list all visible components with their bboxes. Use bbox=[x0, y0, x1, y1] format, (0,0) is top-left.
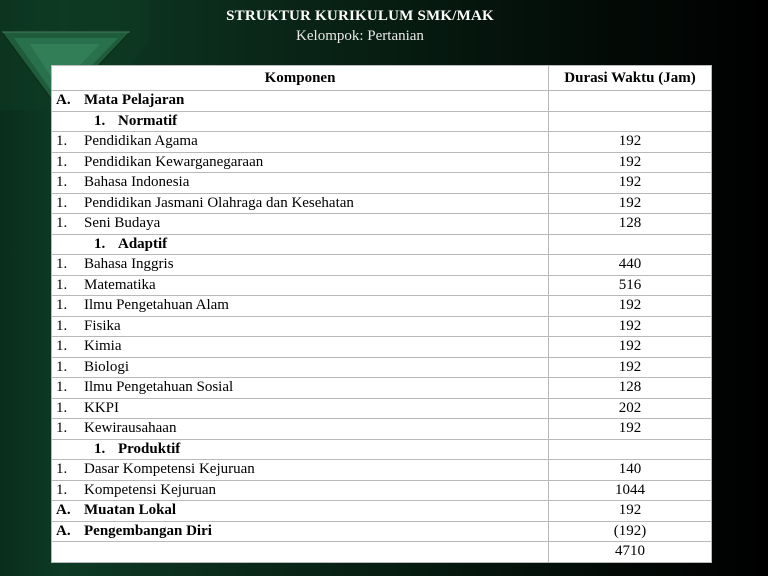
row-marker: 1. bbox=[56, 153, 68, 170]
row-duration-cell: 192 bbox=[549, 152, 712, 173]
row-marker: 1. bbox=[56, 297, 68, 314]
row-duration-cell: 140 bbox=[549, 460, 712, 481]
row-duration-cell bbox=[549, 111, 712, 132]
row-duration-cell: 202 bbox=[549, 398, 712, 419]
row-label-cell bbox=[52, 193, 549, 214]
row-marker: 1. bbox=[56, 276, 68, 293]
row-label: Fisika bbox=[84, 317, 121, 334]
table-row bbox=[52, 255, 712, 276]
row-marker: A. bbox=[56, 92, 71, 109]
table-row bbox=[52, 521, 712, 542]
row-label: Muatan Lokal bbox=[84, 502, 177, 519]
row-marker: 1. bbox=[94, 235, 106, 252]
table-body bbox=[52, 91, 712, 563]
table-row bbox=[52, 378, 712, 399]
row-label: Pengembangan Diri bbox=[84, 522, 212, 539]
row-duration-cell: 1044 bbox=[549, 480, 712, 501]
row-label: Dasar Kompetensi Kejuruan bbox=[84, 461, 255, 478]
table-row bbox=[52, 132, 712, 153]
row-label: Kompetensi Kejuruan bbox=[84, 481, 217, 498]
row-label: Bahasa Inggris bbox=[84, 256, 174, 273]
table-row bbox=[52, 357, 712, 378]
row-label: Mata Pelajaran bbox=[84, 92, 185, 109]
row-label: Matematika bbox=[84, 276, 156, 293]
table-row bbox=[52, 398, 712, 419]
row-label-cell bbox=[52, 296, 549, 317]
row-marker: 1. bbox=[56, 133, 68, 150]
row-marker: 1. bbox=[56, 174, 68, 191]
row-label: Bahasa Indonesia bbox=[84, 174, 190, 191]
row-duration-cell: 4710 bbox=[549, 542, 712, 563]
row-duration-cell: 192 bbox=[549, 296, 712, 317]
row-label-cell bbox=[52, 316, 549, 337]
row-label: Pendidikan Kewarganegaraan bbox=[84, 153, 264, 170]
row-label: Biologi bbox=[84, 358, 130, 375]
row-marker: 1. bbox=[56, 256, 68, 273]
row-label-cell bbox=[52, 439, 549, 460]
row-label: Normatif bbox=[118, 112, 178, 129]
curriculum-table bbox=[51, 65, 712, 563]
row-duration-cell: (192) bbox=[549, 521, 712, 542]
row-marker: 1. bbox=[56, 215, 68, 232]
row-label: Adaptif bbox=[118, 235, 168, 252]
row-label-cell bbox=[52, 378, 549, 399]
table-row bbox=[52, 214, 712, 235]
table-row bbox=[52, 173, 712, 194]
row-label-cell bbox=[52, 152, 549, 173]
row-label-cell bbox=[52, 337, 549, 358]
row-duration-cell: 516 bbox=[549, 275, 712, 296]
row-duration-cell: 192 bbox=[549, 419, 712, 440]
row-label: Produktif bbox=[118, 440, 181, 457]
table-header-row bbox=[52, 66, 712, 91]
row-duration-cell bbox=[549, 91, 712, 112]
row-marker: 1. bbox=[56, 194, 68, 211]
row-label-cell bbox=[52, 111, 549, 132]
table-row bbox=[52, 152, 712, 173]
table-row bbox=[52, 193, 712, 214]
table-row bbox=[52, 316, 712, 337]
row-duration-cell: 440 bbox=[549, 255, 712, 276]
table-row bbox=[52, 501, 712, 522]
row-duration-cell: 192 bbox=[549, 316, 712, 337]
row-duration-cell: 192 bbox=[549, 357, 712, 378]
table-row bbox=[52, 439, 712, 460]
row-label: KKPI bbox=[84, 399, 120, 416]
row-marker: 1. bbox=[56, 481, 68, 498]
row-label-cell bbox=[52, 501, 549, 522]
table-row bbox=[52, 91, 712, 112]
slide-title: STRUKTUR KURIKULUM SMK/MAK bbox=[226, 8, 494, 24]
table-row bbox=[52, 460, 712, 481]
row-marker: 1. bbox=[56, 338, 68, 355]
row-marker: 1. bbox=[56, 420, 68, 437]
row-marker: 1. bbox=[56, 317, 68, 334]
row-duration-cell: 128 bbox=[549, 378, 712, 399]
row-label: Kimia bbox=[84, 338, 122, 355]
row-label-cell bbox=[52, 132, 549, 153]
row-marker: 1. bbox=[56, 399, 68, 416]
row-marker: 1. bbox=[56, 358, 68, 375]
row-label-cell bbox=[52, 357, 549, 378]
row-label-cell bbox=[52, 234, 549, 255]
row-marker: A. bbox=[56, 502, 71, 519]
row-marker: 1. bbox=[94, 440, 106, 457]
row-label-cell bbox=[52, 214, 549, 235]
table-row bbox=[52, 275, 712, 296]
table-row bbox=[52, 419, 712, 440]
row-label-cell bbox=[52, 480, 549, 501]
column-header-duration: Durasi Waktu (Jam) bbox=[549, 66, 712, 91]
row-duration-cell: 128 bbox=[549, 214, 712, 235]
row-duration-cell: 192 bbox=[549, 132, 712, 153]
table-row bbox=[52, 111, 712, 132]
row-duration-cell bbox=[549, 439, 712, 460]
row-duration-cell: 192 bbox=[549, 193, 712, 214]
row-label-cell bbox=[52, 275, 549, 296]
row-label-cell bbox=[52, 542, 549, 563]
row-marker: 1. bbox=[94, 112, 106, 129]
row-label-cell bbox=[52, 255, 549, 276]
table-row bbox=[52, 337, 712, 358]
row-duration-cell: 192 bbox=[549, 173, 712, 194]
row-label-cell bbox=[52, 91, 549, 112]
row-marker: A. bbox=[56, 522, 71, 539]
row-label-cell bbox=[52, 398, 549, 419]
row-label: Ilmu Pengetahuan Alam bbox=[84, 297, 229, 314]
table-row bbox=[52, 234, 712, 255]
column-header-component: Komponen bbox=[52, 66, 549, 91]
row-marker: 1. bbox=[56, 379, 68, 396]
table-row bbox=[52, 542, 712, 563]
row-marker: 1. bbox=[56, 461, 68, 478]
row-duration-cell bbox=[549, 234, 712, 255]
row-label: Pendidikan Agama bbox=[84, 133, 198, 150]
row-label-cell bbox=[52, 460, 549, 481]
row-label: Seni Budaya bbox=[84, 215, 161, 232]
row-label: Pendidikan Jasmani Olahraga dan Kesehatan bbox=[84, 194, 354, 211]
row-duration-cell: 192 bbox=[549, 501, 712, 522]
slide-subtitle: Kelompok: Pertanian bbox=[296, 28, 424, 44]
row-label-cell bbox=[52, 521, 549, 542]
row-label-cell bbox=[52, 173, 549, 194]
row-duration-cell: 192 bbox=[549, 337, 712, 358]
slide-header bbox=[150, 6, 570, 46]
row-label: Ilmu Pengetahuan Sosial bbox=[84, 379, 234, 396]
table-row bbox=[52, 296, 712, 317]
row-label: Kewirausahaan bbox=[84, 420, 177, 437]
row-label-cell bbox=[52, 419, 549, 440]
table-row bbox=[52, 480, 712, 501]
